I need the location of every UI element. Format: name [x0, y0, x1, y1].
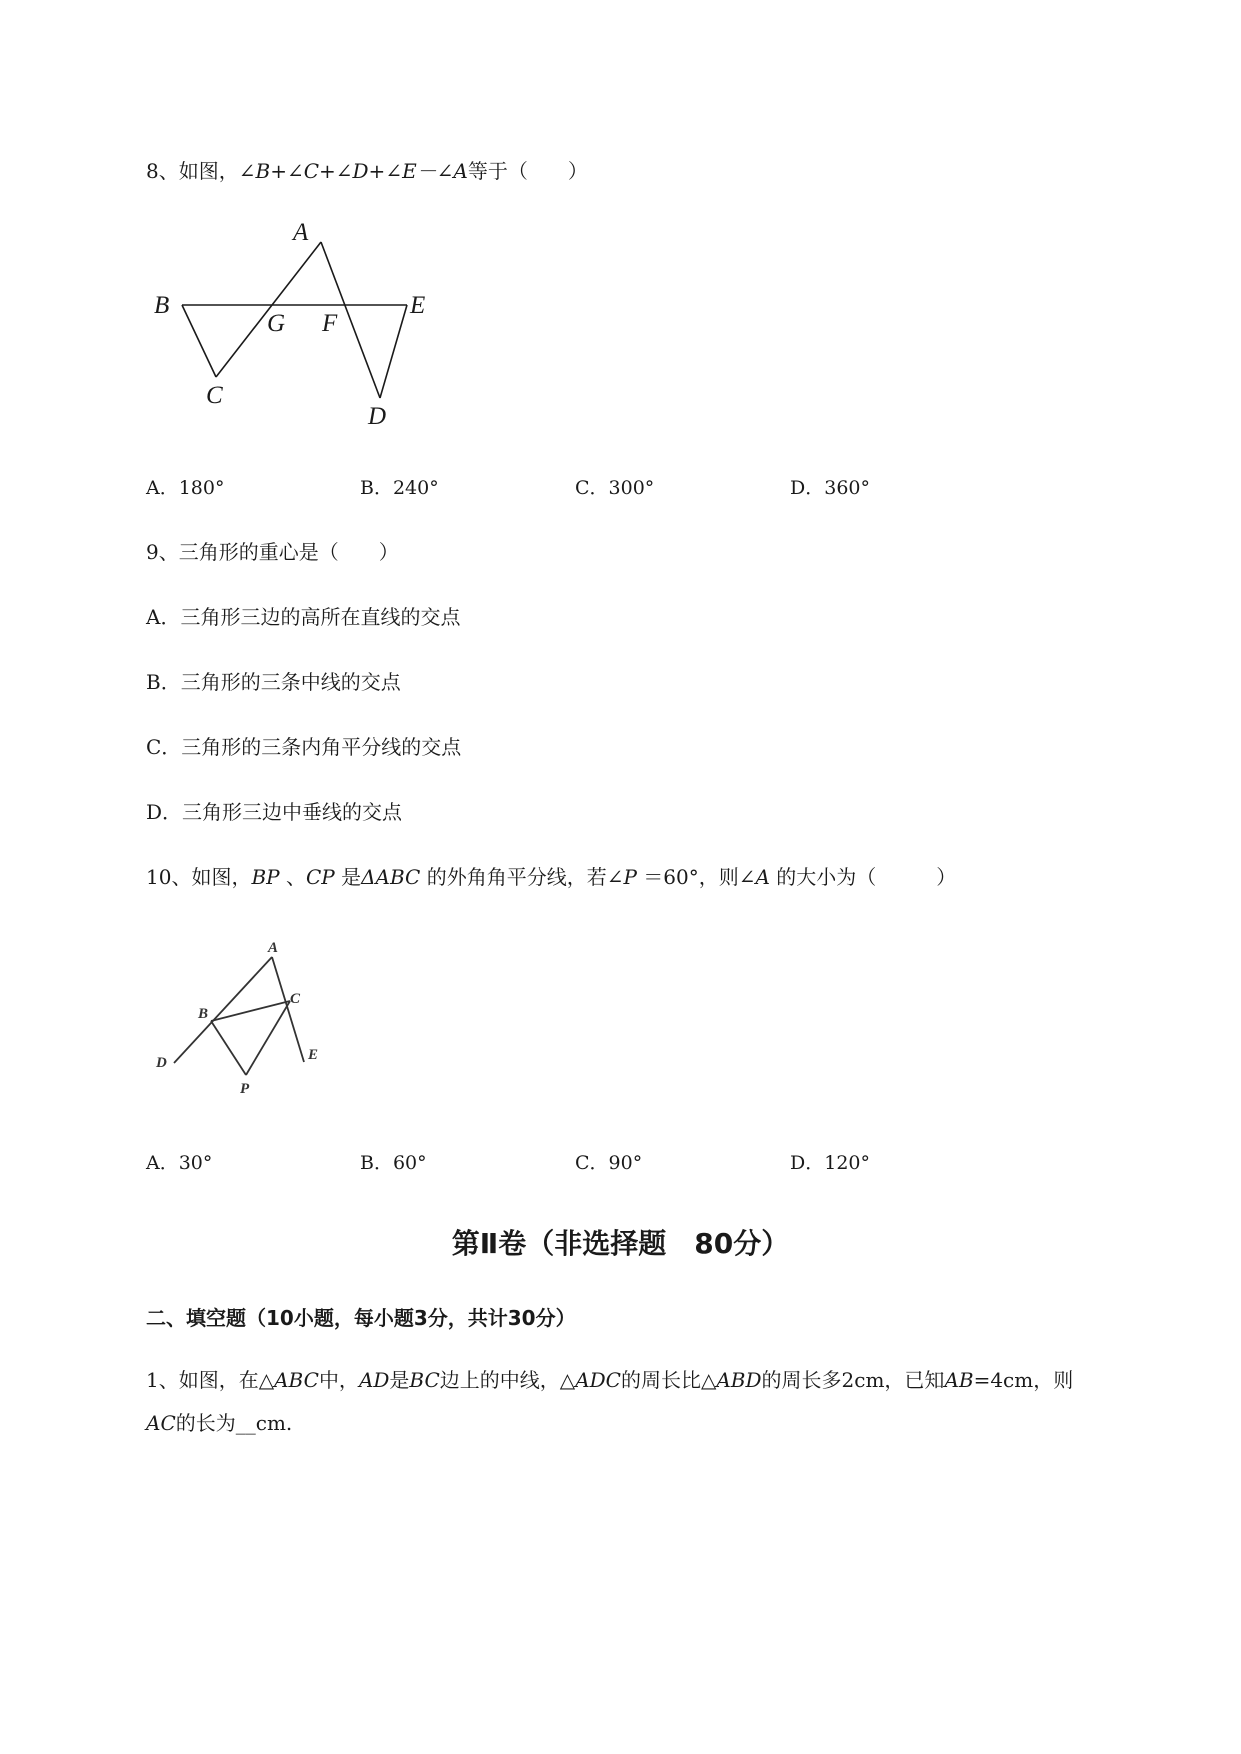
q10-label-D: D — [156, 1055, 167, 1071]
fill1-line2 — [146, 1410, 292, 1436]
fill1-math-bc: BC — [409, 1368, 440, 1392]
q8-figure — [150, 220, 440, 430]
q8-stem — [146, 158, 588, 184]
section2-header: 二、填空题（10小题，每小题3分，共计30分） — [146, 1306, 576, 1330]
q8-label-E: E — [410, 292, 426, 319]
q10-option-a[interactable]: A．30° — [146, 1152, 213, 1174]
q10-text-5: ＝60°，则 — [636, 865, 739, 889]
q10-math-angle-p: ∠P — [606, 865, 637, 889]
fill1-text-3: 是 — [389, 1368, 410, 1392]
q10-text-1: 10、如图， — [146, 865, 252, 889]
q9-option-a[interactable]: A．三角形三边的高所在直线的交点 — [146, 605, 461, 629]
fill1-math-adc: ADC — [575, 1368, 621, 1392]
q10-option-b[interactable]: B．60° — [360, 1152, 427, 1174]
fill1-text-2: 中， — [318, 1368, 359, 1392]
q9-option-d[interactable]: D．三角形三边中垂线的交点 — [146, 800, 403, 824]
q10-option-c[interactable]: C．90° — [575, 1152, 643, 1174]
q10-figure — [150, 935, 330, 1105]
q8-prefix: 8、如图， — [146, 159, 239, 183]
fill1-text-5: 的周长比△ — [620, 1368, 717, 1392]
q9-option-c[interactable]: C．三角形的三条内角平分线的交点 — [146, 735, 462, 759]
q8-label-A: A — [293, 220, 309, 246]
q10-math-bp: BP — [251, 865, 280, 889]
q8-label-D: D — [368, 403, 387, 430]
q10-text-4: 的外角角平分线，若 — [420, 865, 607, 889]
q10-math-angle-a: ∠A — [738, 865, 770, 889]
fill1-math-ab: AB — [944, 1368, 974, 1392]
part2-title: 第Ⅱ卷（非选择题 80分） — [451, 1227, 790, 1260]
q8-option-d[interactable]: D．360° — [790, 477, 870, 499]
q10-label-A: A — [268, 940, 279, 956]
q8-expression: ∠B+∠C+∠D+∠E－∠A — [238, 159, 468, 183]
q8-option-a[interactable]: A．180° — [146, 477, 225, 499]
q8-label-B: B — [154, 292, 170, 319]
q10-math-cp: CP — [305, 865, 335, 889]
q10-math-triangle: ΔABC — [361, 865, 421, 889]
fill1-text-1: 1、如图，在△ — [146, 1368, 275, 1392]
fill1-line1 — [146, 1367, 1073, 1393]
q8-option-c[interactable]: C．300° — [575, 477, 655, 499]
fill1-math-abc: ABC — [274, 1368, 319, 1392]
fill1-text-8: 的长为__cm. — [175, 1411, 293, 1435]
q10-label-E: E — [308, 1047, 319, 1063]
q10-label-P: P — [240, 1081, 250, 1097]
q10-label-C: C — [290, 991, 301, 1007]
q10-label-B: B — [198, 1006, 209, 1022]
q8-option-b[interactable]: B．240° — [360, 477, 439, 499]
q10-option-d[interactable]: D．120° — [790, 1152, 870, 1174]
q10-text-3: 是 — [334, 865, 362, 889]
fill1-math-ad: AD — [358, 1368, 390, 1392]
q8-label-G: G — [267, 310, 286, 337]
q10-text-2: 、 — [279, 865, 306, 889]
fill1-text-4: 边上的中线，△ — [439, 1368, 576, 1392]
q9-option-b[interactable]: B．三角形的三条中线的交点 — [146, 670, 401, 694]
q10-stem — [146, 864, 956, 890]
q8-label-C: C — [206, 382, 223, 409]
fill1-text-7: =4cm，则 — [973, 1368, 1074, 1392]
q8-label-F: F — [322, 310, 338, 337]
q10-text-6: 的大小为（ ） — [769, 865, 957, 889]
fill1-text-6: 的周长多2cm，已知 — [761, 1368, 945, 1392]
q9-stem: 9、三角形的重心是（ ） — [146, 540, 399, 564]
fill1-math-abd: ABD — [716, 1368, 762, 1392]
q8-suffix: 等于（ ） — [467, 159, 588, 183]
fill1-math-ac: AC — [146, 1411, 176, 1435]
